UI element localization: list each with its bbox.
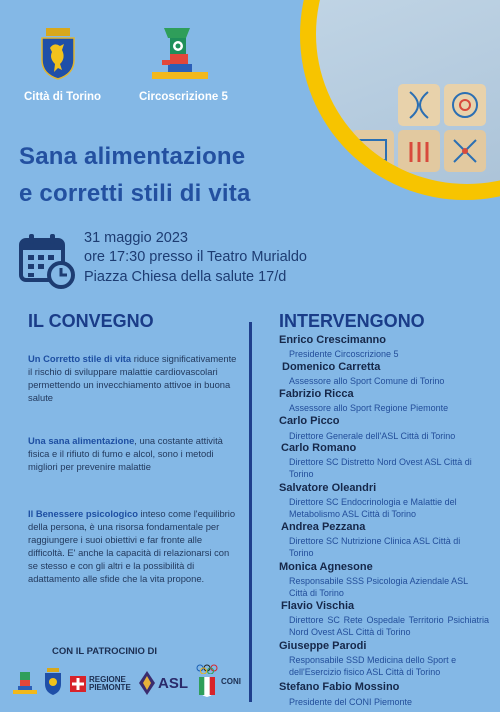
regione-label: REGIONE: [89, 675, 126, 684]
column-divider: [249, 322, 252, 702]
speaker-role: Direttore SC Nutrizione Clinica ASL Città di Torino: [289, 536, 461, 558]
torino-crest-icon: [40, 28, 76, 80]
paragraph-3-text: inteso come l'equilibrio della persona, è una risorsa fondamentale per raggiungere i suoi obiettivi e far fronte alle difficoltà. E' anche la capacità di relazionarsi con se stesso e con gli altri e la possibilità di adattamento alle sfide che la vita propone.: [28, 508, 236, 584]
speaker-role: Direttore Generale dell'ASL Città di Torino: [289, 431, 456, 441]
speaker-name: Carlo Picco: [279, 415, 340, 427]
olympic-rings-icon: [196, 664, 218, 674]
speaker-name: Domenico Carretta: [282, 361, 381, 373]
speaker-name: Andrea Pezzana: [281, 521, 366, 533]
speaker-role: Presidente del CONI Piemonte: [289, 697, 413, 707]
asl-logo-text: ASL: [158, 675, 188, 692]
speaker-role: Direttore SC Endocrinologia e Malattie del Metabolismo ASL Città di Torino: [289, 497, 457, 519]
convegno-paragraph-2: [28, 434, 240, 473]
speaker-name: Salvatore Oleandri: [279, 482, 377, 494]
speaker-name: Stefano Fabio Mossino: [279, 681, 400, 693]
speaker-role: Direttore SC Distretto Nord Ovest ASL Città di Torino: [289, 457, 472, 479]
coni-shield-icon: [198, 676, 216, 698]
speaker-role: Responsabile SSS Psicologia Aziendale ASL Città di Torino: [289, 576, 468, 598]
speaker-name: Flavio Vischia: [281, 600, 355, 612]
event-time-place: ore 17:30 presso il Teatro Murialdo: [84, 249, 307, 265]
calendar-clock-icon: [18, 232, 76, 290]
piemonte-label: PIEMONTE: [89, 683, 131, 692]
speaker-role: Assessore allo Sport Comune di Torino: [289, 376, 445, 386]
event-address: Piazza Chiesa della salute 17/d: [84, 269, 287, 285]
citta-di-torino-label: Città di Torino: [24, 91, 102, 103]
speaker-name: Enrico Crescimanno: [279, 334, 386, 346]
torino-crest-small-icon: [44, 668, 62, 696]
speaker-name: Fabrizio Ricca: [279, 388, 354, 400]
paragraph-3-highlight: Il Benessere psicologico: [28, 508, 138, 519]
paragraph-1-highlight: Un Corretto stile di vita: [28, 353, 132, 364]
regione-piemonte-logo: [89, 676, 131, 692]
patrocinio-label: CON IL PATROCINIO DI: [52, 646, 158, 657]
health-blocks-illustration: [316, 0, 500, 184]
paragraph-2-text: , una costante attività fisica e il rifiuto di fumo e alcol, sono i metodi migliori per prevenire malattie: [28, 435, 223, 472]
paragraph-1-text: riduce significativamente il rischio di sviluppare malattie cardiovascolari permettendo un invecchiamento attivoe in buona salute: [28, 353, 237, 403]
circoscrizione-5-logo: [150, 26, 210, 84]
circoscrizione-5-label: Circoscrizione 5: [139, 91, 228, 103]
speaker-role: Responsabile SSD Medicina dello Sport e dell'Esercizio fisico ASL Città di Torino: [289, 655, 457, 677]
speaker-role: Presidente Circoscrizione 5: [289, 349, 399, 359]
speaker-role: Assessore allo Sport Regione Piemonte: [289, 403, 449, 413]
convegno-heading: IL CONVEGNO: [28, 311, 154, 331]
paragraph-2-highlight: Una sana alimentazione: [28, 435, 135, 446]
speaker-name: Giuseppe Parodi: [279, 640, 367, 652]
page-title-line-2: e corretti stili di vita: [19, 180, 251, 207]
speakers-heading: INTERVENGONO: [279, 311, 425, 331]
convegno-paragraph-1: [28, 352, 240, 404]
speaker-name: Monica Agnesone: [279, 561, 373, 573]
page-title-line-1: Sana alimentazione: [19, 143, 246, 170]
regione-piemonte-flag-icon: [70, 676, 86, 692]
convegno-paragraph-3: [28, 507, 240, 585]
health-blocks-photo: [316, 0, 500, 184]
coni-logo-text: CONI: [221, 677, 241, 686]
circoscrizione-5-small-logo: [12, 670, 38, 696]
speaker-role: Direttore SC Rete Ospedale Territorio Psichiatria Nord Ovest ASL Città di Torino: [289, 615, 489, 637]
asl-emblem-icon: [138, 670, 156, 696]
speaker-name: Carlo Romano: [281, 442, 357, 454]
event-date: 31 maggio 2023: [84, 230, 188, 246]
